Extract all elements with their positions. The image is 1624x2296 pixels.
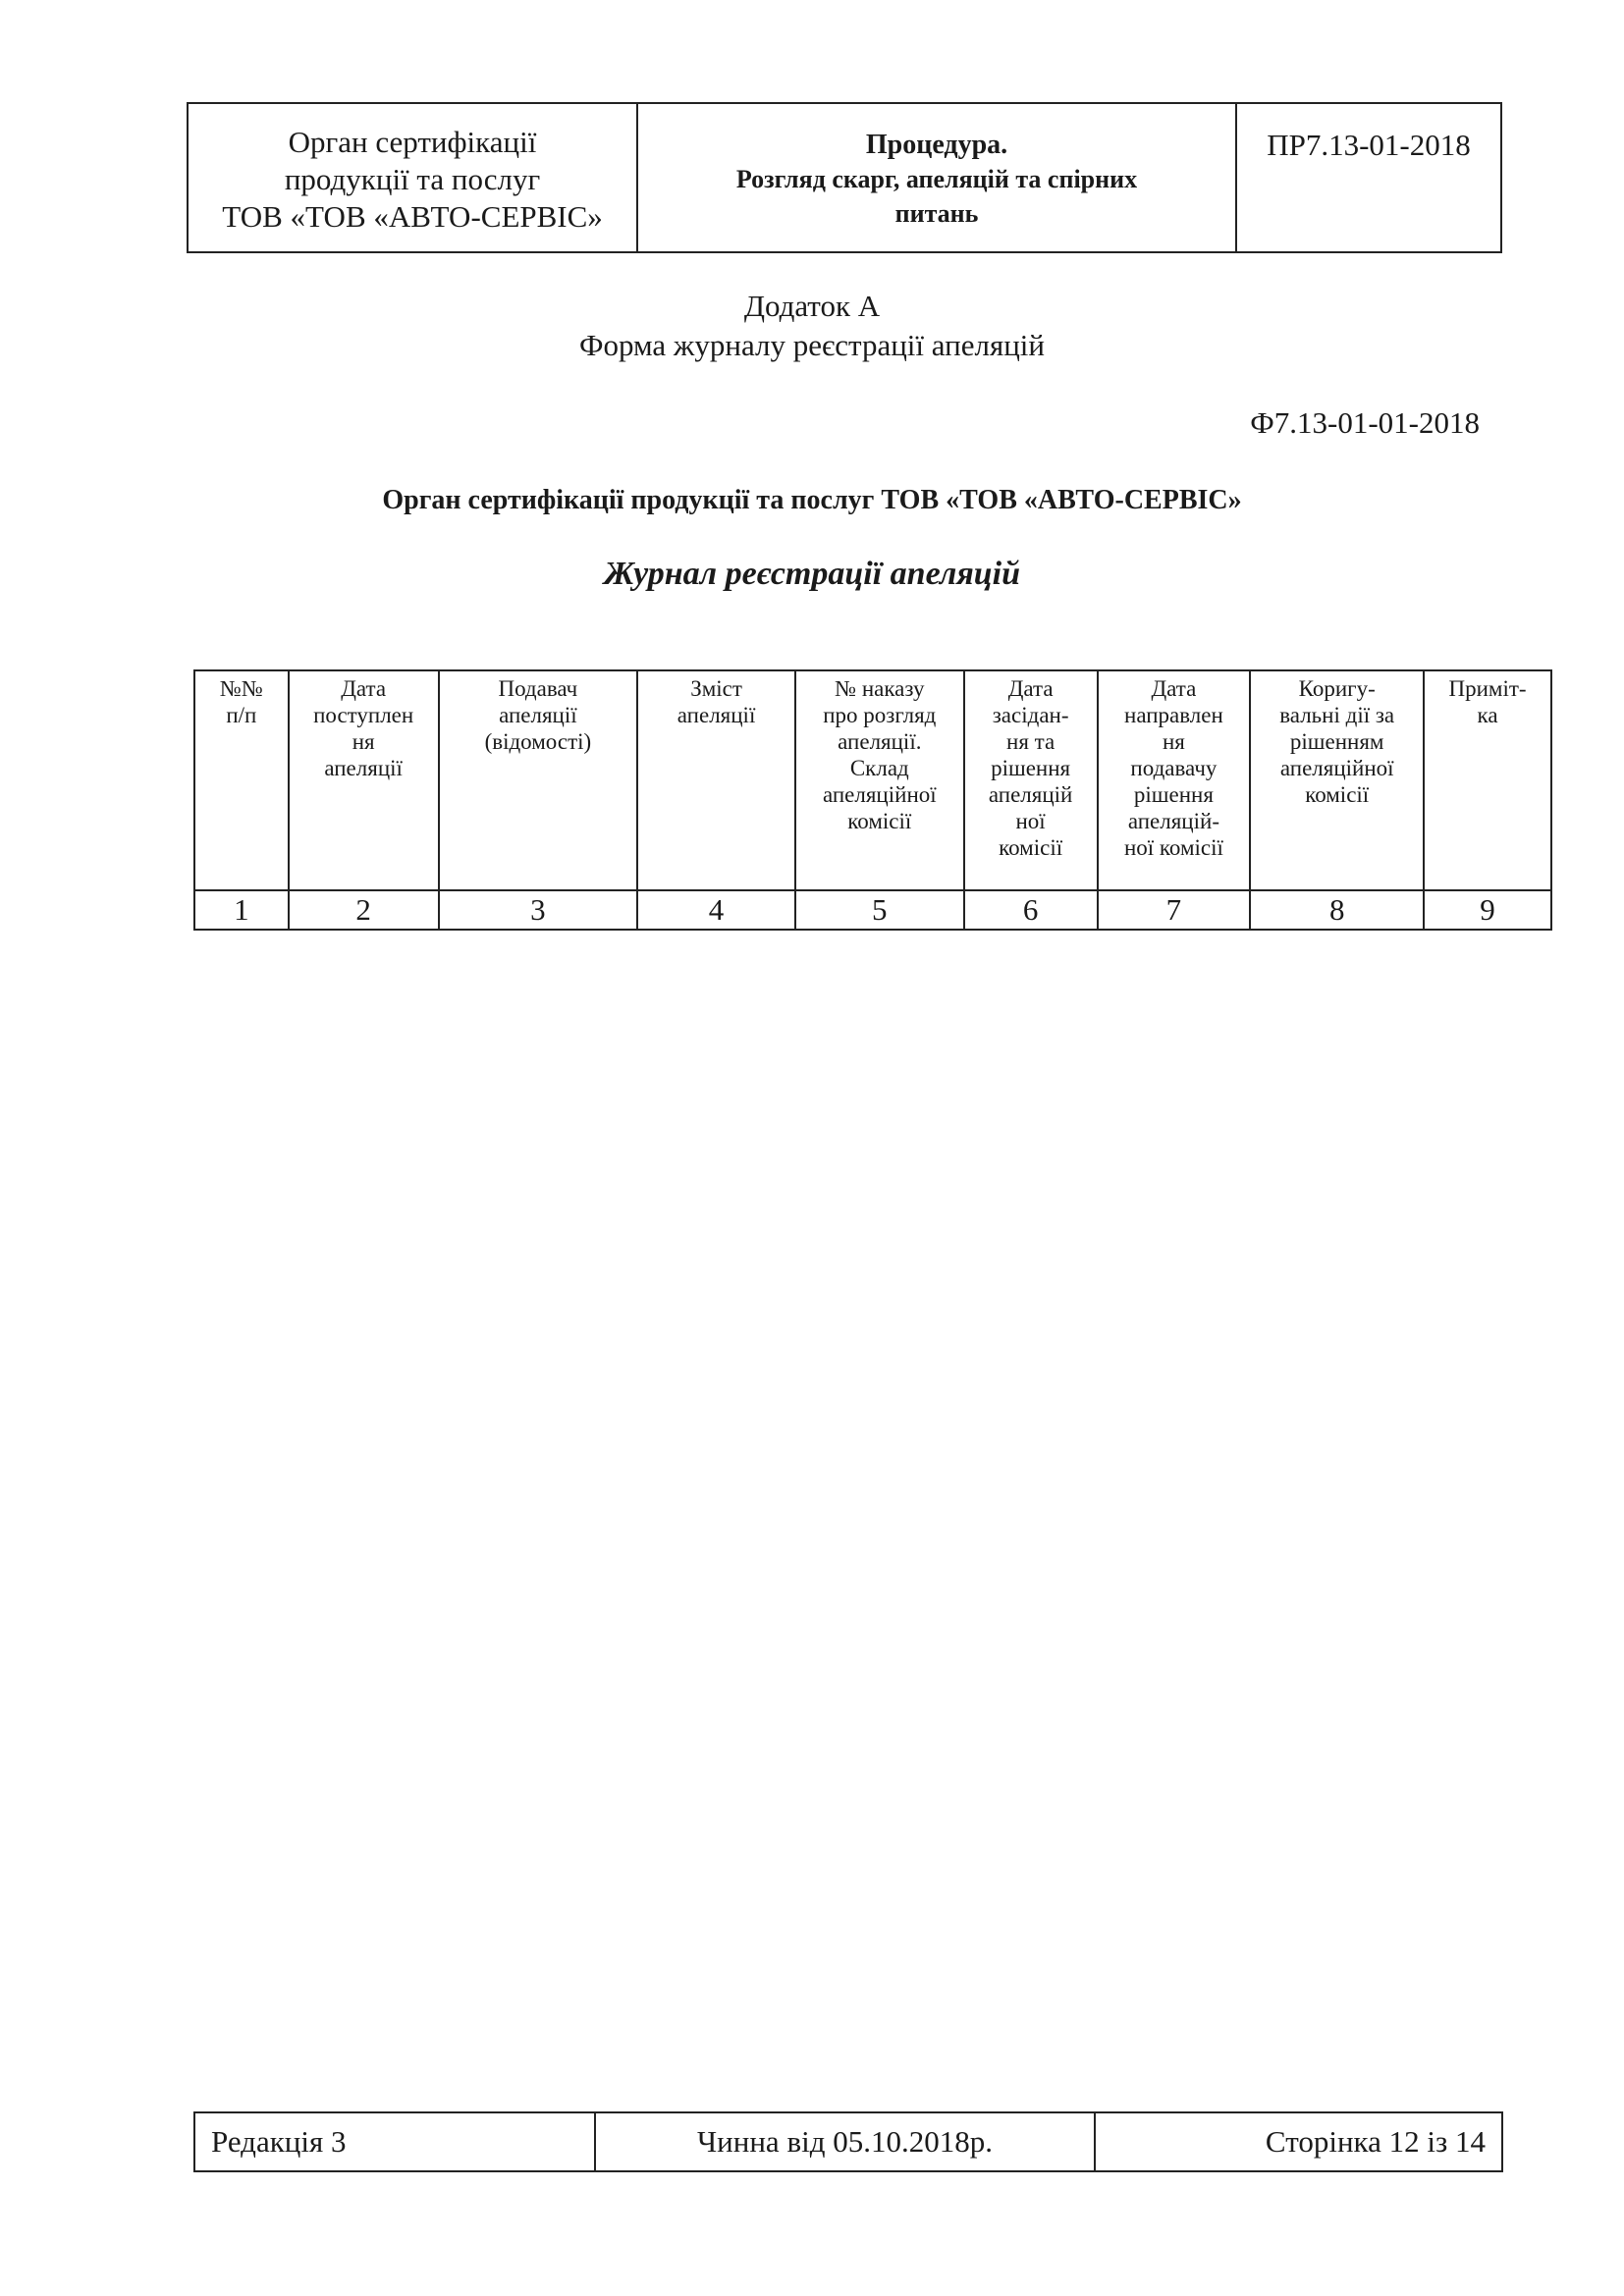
journal-column-header-line: ної комісії xyxy=(1123,835,1223,860)
footer-page-number: Сторінка 12 із 14 xyxy=(1095,2112,1502,2171)
journal-column-header-line: поступлен xyxy=(313,703,414,727)
journal-column-header-line: Дата xyxy=(1151,676,1197,701)
journal-column-number: 6 xyxy=(964,890,1098,930)
journal-column-header-line: апеляції. xyxy=(838,729,922,754)
journal-column-header-line: № наказу xyxy=(835,676,925,701)
journal-column-number: 8 xyxy=(1250,890,1424,930)
journal-column-header-line: апеляцій- xyxy=(1127,809,1219,833)
journal-column-number: 5 xyxy=(795,890,964,930)
header-org-line3: ТОВ «ТОВ «АВТО-СЕРВІС» xyxy=(222,199,603,234)
journal-column-header-line: Приміт- xyxy=(1448,676,1527,701)
journal-column-header-line: апеляції xyxy=(499,703,577,727)
journal-column-header-line: рішення xyxy=(991,756,1071,780)
journal-column-header-line: №№ xyxy=(219,676,263,701)
journal-column-header-line: (відомості) xyxy=(484,729,592,754)
journal-column-number: 4 xyxy=(637,890,795,930)
journal-column-header-line: рішенням xyxy=(1289,729,1384,754)
journal-column-header-line: рішення xyxy=(1133,782,1214,807)
journal-column-header-line: ня xyxy=(1162,729,1185,754)
journal-column-header-line: п/п xyxy=(226,703,257,727)
procedure-title: Процедура. xyxy=(865,130,1008,160)
journal-column-header-line: Дата xyxy=(341,676,387,701)
appendix-subtitle: Форма журналу реєстрації апеляцій xyxy=(579,328,1045,362)
journal-column-header-line: ка xyxy=(1477,703,1498,727)
journal-column-header-line: апеляційної xyxy=(822,782,937,807)
journal-column-number: 1 xyxy=(194,890,289,930)
procedure-line2: Розгляд скарг, апеляцій та спірних xyxy=(735,165,1138,193)
header-org-line2: продукції та послуг xyxy=(284,162,541,196)
journal-column-number: 9 xyxy=(1424,890,1551,930)
journal-column-header-line: Зміст xyxy=(690,676,742,701)
journal-column-header-line: ня xyxy=(352,729,375,754)
journal-column-header xyxy=(1424,670,1551,890)
procedure-line3: питань xyxy=(894,199,979,228)
journal-column-header-line: подавачу xyxy=(1130,756,1218,780)
journal-column-header xyxy=(1250,670,1424,890)
appendix-title: Додаток А xyxy=(743,289,881,323)
journal-table xyxy=(193,669,1552,931)
journal-column-header-line: засідан- xyxy=(992,703,1069,727)
journal-column-header-line: про розгляд xyxy=(823,703,937,727)
journal-column-header xyxy=(1098,670,1251,890)
journal-column-header-line: Дата xyxy=(1007,676,1054,701)
journal-column-header xyxy=(637,670,795,890)
journal-column-header-line: направлен xyxy=(1124,703,1223,727)
journal-column-header-line: комісії xyxy=(1305,782,1370,807)
footer-edition: Редакція 3 xyxy=(194,2112,595,2171)
journal-column-header-line: апеляційної xyxy=(1279,756,1394,780)
journal-column-header-line: комісії xyxy=(999,835,1063,860)
journal-column-header-line: апеляції xyxy=(324,756,403,780)
journal-column-header-line: апеляцій xyxy=(988,782,1073,807)
journal-column-header-line: ня та xyxy=(1006,729,1056,754)
journal-column-header xyxy=(439,670,638,890)
journal-column-number: 3 xyxy=(439,890,638,930)
journal-header-row xyxy=(194,670,1551,890)
journal-column-header xyxy=(194,670,289,890)
organization-line: Орган сертифікації продукції та послуг ТОВ «ТОВ «АВТО-СЕРВІС» xyxy=(382,485,1242,515)
journal-column-header-line: ної xyxy=(1015,809,1046,833)
journal-column-number: 7 xyxy=(1098,890,1251,930)
header-organization xyxy=(188,103,637,252)
header-procedure xyxy=(637,103,1236,252)
journal-column-header-line: вальні дії за xyxy=(1279,703,1395,727)
document-footer xyxy=(193,2111,1503,2172)
journal-column-header xyxy=(795,670,964,890)
document-header xyxy=(187,102,1502,253)
journal-column-header xyxy=(289,670,439,890)
journal-column-header xyxy=(964,670,1098,890)
journal-column-header-line: комісії xyxy=(847,809,912,833)
journal-column-number: 2 xyxy=(289,890,439,930)
journal-column-header-line: Склад xyxy=(849,756,909,780)
journal-column-header-line: Коригу- xyxy=(1298,676,1376,701)
form-code: Ф7.13-01-01-2018 xyxy=(1250,405,1480,440)
header-org-line1: Орган сертифікації xyxy=(288,125,537,159)
journal-column-header-line: апеляції xyxy=(677,703,756,727)
journal-column-header-line: Подавач xyxy=(498,676,578,701)
journal-number-row xyxy=(194,890,1551,930)
header-doc-code: ПР7.13-01-2018 xyxy=(1236,103,1501,252)
journal-title: Журнал реєстрації апеляцій xyxy=(603,556,1021,592)
footer-valid-from: Чинна від 05.10.2018р. xyxy=(595,2112,1095,2171)
